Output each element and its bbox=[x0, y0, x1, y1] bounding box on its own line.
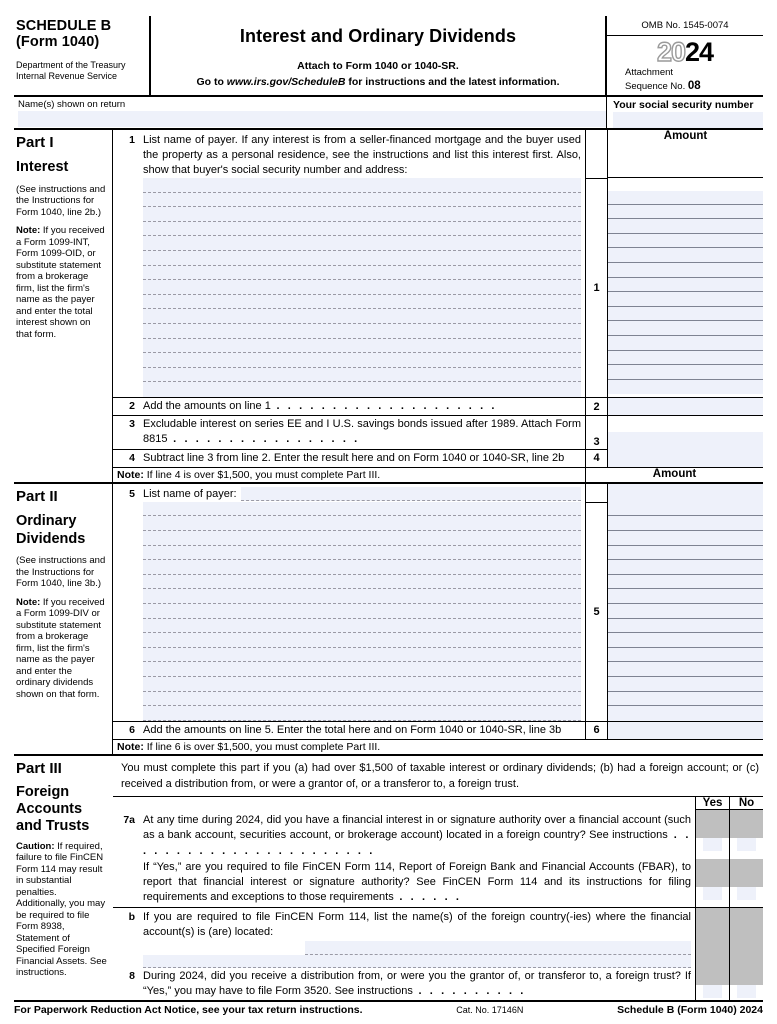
dividend-payer-line[interactable] bbox=[143, 502, 581, 517]
name-field-group bbox=[14, 97, 607, 128]
part-2-amount-top-pad bbox=[607, 484, 763, 502]
line-1-number: 1 bbox=[129, 133, 135, 146]
line-5-text-cell bbox=[135, 487, 581, 502]
part-1-amount-header-cell bbox=[607, 130, 763, 179]
dividend-payer-line[interactable] bbox=[143, 662, 581, 677]
line-8-label-cell bbox=[113, 968, 695, 1000]
line-7b-number: b bbox=[128, 911, 135, 924]
part-1-title: Interest bbox=[16, 159, 69, 176]
part-2-amount-column[interactable] bbox=[607, 502, 763, 721]
leader-dots: . . . . . . . . . . . . . . . . . . . . . . . bbox=[143, 829, 691, 857]
part-1-note bbox=[16, 225, 108, 340]
line-5-head-row bbox=[113, 484, 763, 502]
part-1-body bbox=[113, 130, 763, 482]
part-2-note-band-text bbox=[113, 740, 763, 754]
attachment-label-text: Sequence No. bbox=[625, 80, 686, 92]
leader-dots: . . . . . . . . . . . . . . . . . bbox=[167, 433, 360, 446]
part-2-sidebar bbox=[14, 484, 113, 754]
part-3-caution bbox=[16, 841, 109, 979]
line-7a-cont-yes-checkbox[interactable] bbox=[703, 887, 722, 900]
dividend-amount-line[interactable] bbox=[608, 619, 763, 634]
line-8-row bbox=[113, 968, 763, 1000]
dividend-amount-line[interactable] bbox=[608, 531, 763, 546]
line-7b-text-cell bbox=[135, 910, 691, 940]
part-3-caution-text: If required, failure to file FinCEN Form 114 may result in substantial penalties. Additionally, you may be required to file Form 8938, Statement of Specified Foreign Financial Assets. See instructions. bbox=[16, 840, 107, 979]
amount-entry-line[interactable] bbox=[608, 336, 763, 351]
line-5-box-number: 5 bbox=[593, 605, 600, 618]
shaded-block bbox=[730, 810, 763, 838]
part-3-label: Part III bbox=[16, 759, 62, 777]
line-7a-yes-checkbox[interactable] bbox=[703, 838, 722, 851]
schedule-name-line1: SCHEDULE B bbox=[16, 18, 112, 34]
amount-entry-line[interactable] bbox=[608, 321, 763, 336]
payer-line[interactable] bbox=[143, 295, 581, 310]
attachment-label-line2 bbox=[625, 79, 763, 93]
part-3-sidebar bbox=[14, 756, 113, 1000]
dividend-amount-line[interactable] bbox=[608, 502, 763, 517]
dividend-payer-line[interactable] bbox=[143, 633, 581, 648]
line-2-number: 2 bbox=[129, 400, 135, 413]
line-3-amount-cell bbox=[607, 416, 763, 448]
amount-entry-line[interactable] bbox=[608, 205, 763, 220]
line-2-text-cell bbox=[135, 399, 581, 414]
header-schedule-identity bbox=[14, 16, 151, 95]
yes-column-header-cell bbox=[695, 797, 729, 810]
tax-year-digits: 24 bbox=[685, 37, 714, 67]
attachment-number: 08 bbox=[687, 79, 701, 92]
part-2-payer-lines bbox=[113, 502, 585, 721]
amount-entry-line[interactable] bbox=[608, 191, 763, 205]
dividend-amount-line[interactable] bbox=[608, 692, 763, 707]
tax-year-century: 20 bbox=[656, 37, 685, 67]
shaded-block bbox=[696, 968, 729, 985]
line-4-label-cell bbox=[113, 450, 585, 467]
payer-line[interactable] bbox=[143, 193, 581, 208]
amount-entry-line[interactable] bbox=[608, 219, 763, 234]
line-4-row bbox=[113, 449, 763, 467]
payer-line[interactable] bbox=[143, 353, 581, 368]
part-1-note-band-label: Note: bbox=[117, 468, 144, 481]
line-1-text: List name of payer. If any interest is from a seller-financed mortgage and the buyer used the property as a personal residence, see the instructions and list this interest first. Also, show that buyer's social security number and address: bbox=[143, 133, 581, 176]
payer-line[interactable] bbox=[143, 222, 581, 237]
form-sheet bbox=[14, 16, 763, 1016]
part-2-title-line2: Dividends bbox=[16, 530, 86, 547]
line-5-text: List name of payer: bbox=[143, 487, 237, 500]
goto-suffix: for instructions and the latest information. bbox=[345, 76, 560, 88]
part-1-note-text: If you received a Form 1099-INT, Form 1099-OID, or substitute statement from a brokerage firm, list the firm's name as the payer and enter the total interest shown on that form. bbox=[16, 225, 105, 340]
ssn-label: Your social security number bbox=[613, 98, 754, 111]
amount-entry-line[interactable] bbox=[608, 307, 763, 322]
part-2-note-band-body: If line 6 is over $1,500, you must complete Part III. bbox=[143, 740, 381, 753]
line-4-text: Subtract line 3 from line 2. Enter the result here and on Form 1040 or 1040-SR, line 2b bbox=[143, 451, 565, 464]
part-2-title-line1: Ordinary bbox=[16, 513, 77, 530]
part-1-amount-header: Amount bbox=[663, 129, 708, 142]
part-2-amount-header-cell bbox=[585, 468, 763, 482]
line-2-amount-input[interactable] bbox=[607, 398, 763, 415]
line-7a-text: At any time during 2024, did you have a financial interest in or signature authority over a financial account (such as a bank account, securities account, or brokerage account) located in a foreign country? See instructions bbox=[143, 814, 691, 842]
amount-entry-line[interactable] bbox=[608, 234, 763, 249]
part-2-title bbox=[16, 513, 108, 548]
line-7a-continuation-row bbox=[113, 859, 763, 908]
leader-dots: . . . . . . . . . . . . . . . . . . . . bbox=[270, 400, 498, 413]
payer-line[interactable] bbox=[143, 178, 581, 193]
line-7b-country-input-2[interactable] bbox=[143, 955, 691, 968]
part-1-note-band bbox=[113, 467, 763, 482]
line-3-number: 3 bbox=[129, 418, 135, 431]
line-5-label-cell bbox=[113, 484, 585, 502]
line-5-box-number-cell bbox=[585, 502, 607, 721]
dividend-payer-line[interactable] bbox=[143, 706, 581, 721]
leader-dots: . . . . . . bbox=[393, 891, 462, 904]
line-3-box-number-cell bbox=[585, 416, 607, 448]
line-5-number: 5 bbox=[129, 487, 135, 500]
attachment-label-line1: Attachment bbox=[625, 67, 674, 78]
part-1-note-band-body: If line 4 is over $1,500, you must complete Part III. bbox=[143, 468, 381, 481]
part-2-amount-header: Amount bbox=[652, 467, 697, 480]
department-line2: Internal Revenue Service bbox=[16, 71, 118, 82]
line-7a-yes-cell bbox=[695, 810, 729, 859]
ssn-field-group bbox=[607, 97, 763, 128]
no-column-header: No bbox=[738, 797, 755, 810]
amount-entry-line[interactable] bbox=[608, 248, 763, 263]
form-header bbox=[14, 16, 763, 97]
part-2-note bbox=[16, 597, 108, 700]
line-1-box-spacer bbox=[585, 130, 607, 179]
part-3-title-line3: and Trusts bbox=[16, 818, 90, 835]
line-4-number: 4 bbox=[129, 451, 135, 464]
payer-line[interactable] bbox=[143, 324, 581, 339]
dividend-amount-line[interactable] bbox=[608, 677, 763, 692]
dividend-payer-line[interactable] bbox=[143, 648, 581, 663]
part-2-entry-area bbox=[113, 502, 763, 721]
dividend-payer-line[interactable] bbox=[143, 589, 581, 604]
line-3-box-number: 3 bbox=[593, 435, 600, 448]
line-7a-cont-no-checkbox[interactable] bbox=[737, 887, 756, 900]
yes-no-header-spacer bbox=[113, 797, 695, 810]
taxpayer-identity-row bbox=[14, 97, 763, 130]
line-1-block bbox=[113, 130, 585, 179]
line-7a-no-cell bbox=[729, 810, 763, 859]
yes-no-header-row bbox=[113, 796, 763, 810]
dividend-amount-line[interactable] bbox=[608, 516, 763, 531]
payer-line[interactable] bbox=[143, 280, 581, 295]
line-2-text: Add the amounts on line 1 bbox=[143, 400, 271, 413]
payer-line[interactable] bbox=[143, 207, 581, 222]
part-2-note-band bbox=[113, 739, 763, 754]
part-3-body bbox=[113, 756, 763, 1000]
dividend-payer-line[interactable] bbox=[143, 560, 581, 575]
line-3-amount-pad bbox=[608, 416, 763, 432]
line-2-label-cell bbox=[113, 398, 585, 415]
part-1-payer-lines bbox=[113, 178, 585, 397]
dividend-payer-line[interactable] bbox=[143, 692, 581, 707]
line-2-box-number-cell bbox=[585, 398, 607, 415]
dividend-payer-line[interactable] bbox=[143, 604, 581, 619]
dividend-payer-line[interactable] bbox=[143, 546, 581, 561]
part-3-title-line1: Foreign bbox=[16, 783, 70, 800]
department-block bbox=[16, 60, 145, 82]
payer-line[interactable] bbox=[143, 339, 581, 354]
line-3-label-cell bbox=[113, 416, 585, 448]
part-1-entry-area bbox=[113, 178, 763, 397]
line-6-label-cell bbox=[113, 722, 585, 739]
dividend-payer-line[interactable] bbox=[143, 575, 581, 590]
part-2-section bbox=[14, 484, 763, 756]
part-3-caution-label: Caution: bbox=[16, 840, 55, 852]
line-3-text: Excludable interest on series EE and I U.S. savings bonds issued after 1989. Attach Form 8815 bbox=[143, 418, 581, 446]
line-4-box-number-cell bbox=[585, 450, 607, 467]
amount-entry-line[interactable] bbox=[608, 278, 763, 293]
line-2-box-number: 2 bbox=[593, 400, 600, 413]
dividend-amount-line[interactable] bbox=[608, 604, 763, 619]
shaded-block bbox=[730, 859, 763, 887]
payer-line[interactable] bbox=[143, 309, 581, 324]
dividend-amount-line[interactable] bbox=[608, 633, 763, 648]
line-7a-cont-yes-cell bbox=[695, 859, 729, 908]
amount-entry-line[interactable] bbox=[608, 263, 763, 278]
part-1-sidebar bbox=[14, 130, 113, 482]
payer-line[interactable] bbox=[143, 368, 581, 383]
line-8-text: During 2024, did you receive a distribution from, or were you the grantor of, or transferor to, a foreign trust? If “Yes,” you may have to file Form 3520. See instructions bbox=[143, 969, 691, 997]
part-1-note-label: Note: bbox=[16, 225, 41, 237]
dividend-amount-line[interactable] bbox=[608, 589, 763, 604]
line-7a-cont-text-cell bbox=[135, 860, 691, 906]
amount-entry-line[interactable] bbox=[608, 351, 763, 366]
omb-number: OMB No. 1545-0074 bbox=[607, 17, 763, 36]
yes-column-header: Yes bbox=[702, 797, 723, 810]
header-title-block bbox=[151, 16, 607, 95]
form-identifier: Schedule B (Form 1040) 2024 bbox=[617, 1003, 763, 1016]
amount-entry-line[interactable] bbox=[608, 292, 763, 307]
part-1-note-band-text-cell bbox=[113, 468, 585, 482]
schedule-name-line2: (Form 1040) bbox=[16, 34, 100, 51]
part-2-note-text: If you received a Form 1099-DIV or substitute statement from a brokerage firm, list the firm's name as the payer and enter the ordinary dividends shown on that form. bbox=[16, 596, 105, 700]
line-7a-cont-no-cell bbox=[729, 859, 763, 908]
tax-year bbox=[607, 39, 763, 66]
line-7b-yes-blocked bbox=[695, 908, 729, 967]
part-1-amount-column[interactable] bbox=[607, 178, 763, 397]
line-6-amount-input[interactable] bbox=[607, 722, 763, 739]
line-8-no-checkbox[interactable] bbox=[737, 985, 756, 998]
attach-to-text: Attach to Form 1040 or 1040-SR. bbox=[297, 60, 459, 72]
no-column-header-cell bbox=[729, 797, 763, 810]
line-7a-cont-text: If “Yes,” are you required to file FinCEN Form 114, Report of Foreign Bank and Financial Accounts (FBAR), to report that financial interest or signature authority? See FinCEN Form 114 and its instructions for filing requirements and exceptions to those requirements bbox=[143, 860, 691, 904]
line-5-payer-input[interactable] bbox=[241, 487, 581, 501]
dividend-amount-line[interactable] bbox=[608, 706, 763, 721]
dividend-payer-line[interactable] bbox=[143, 531, 581, 546]
payer-line[interactable] bbox=[143, 266, 581, 281]
dividend-payer-line[interactable] bbox=[143, 516, 581, 531]
line-8-yes-checkbox[interactable] bbox=[703, 985, 722, 998]
part-2-note-band-label: Note: bbox=[117, 740, 144, 753]
paperwork-notice: For Paperwork Reduction Act Notice, see your tax return instructions. bbox=[14, 1003, 363, 1016]
line-7a-number: 7a bbox=[123, 814, 135, 827]
line-8-number: 8 bbox=[129, 969, 135, 982]
line-7b-text: If you are required to file FinCEN Form 114, list the name(s) of the foreign country(-ies) where the financial account(s) is (are) located: bbox=[143, 911, 691, 939]
department-line1: Department of the Treasury bbox=[16, 60, 126, 71]
line-6-row bbox=[113, 721, 763, 739]
line-8-no-cell bbox=[729, 968, 763, 1000]
line-6-box-number-cell bbox=[585, 722, 607, 739]
part-3-intro-text: You must complete this part if you (a) had over $1,500 of taxable interest or ordinary dividends; (b) had a foreign account; or (c) received a distribution from, or were a grantor of, or a transferor to, a foreign trust. bbox=[121, 761, 759, 790]
line-7a-label-cell bbox=[113, 810, 695, 859]
header-omb-block bbox=[607, 16, 763, 95]
line-7a-cont-label-cell bbox=[113, 859, 695, 908]
leader-dots: . . . . . . . . . . bbox=[412, 984, 526, 997]
line-7b-label-cell bbox=[113, 908, 695, 967]
page-title: Interest and Ordinary Dividends bbox=[239, 26, 517, 46]
form-footer bbox=[14, 1000, 763, 1016]
payer-line[interactable] bbox=[143, 236, 581, 251]
part-3-title-line2: Accounts bbox=[16, 801, 83, 818]
shaded-block bbox=[696, 859, 729, 887]
part-1-line1-head bbox=[113, 130, 763, 179]
amount-pad bbox=[608, 178, 763, 191]
line-4-box-number: 4 bbox=[593, 452, 600, 465]
part-1-instructions: (See instructions and the Instructions for Form 1040, line 2b.) bbox=[16, 183, 106, 218]
part-1-section bbox=[14, 130, 763, 484]
dividend-amount-line[interactable] bbox=[608, 575, 763, 590]
line-5-box-spacer bbox=[585, 484, 607, 502]
payer-line[interactable] bbox=[143, 251, 581, 266]
dividend-payer-lines-group[interactable] bbox=[143, 502, 581, 721]
part-2-instructions: (See instructions and the Instructions for Form 1040, line 3b.) bbox=[16, 555, 106, 590]
part-3-intro bbox=[113, 756, 763, 796]
line-7b-input-row bbox=[143, 941, 691, 955]
part-3-section bbox=[14, 756, 763, 1000]
line-7a-text-cell bbox=[135, 813, 691, 859]
part-1-note-band-text bbox=[113, 468, 585, 482]
line-1-box-number-cell bbox=[585, 178, 607, 397]
dividend-amount-line[interactable] bbox=[608, 546, 763, 561]
line-7b-input-label-pad bbox=[143, 941, 305, 955]
line-3-text-cell bbox=[135, 417, 581, 447]
dividend-amount-line[interactable] bbox=[608, 648, 763, 663]
line-7a-row bbox=[113, 810, 763, 859]
line-8-yes-cell bbox=[695, 968, 729, 1000]
catalog-number: Cat. No. 17146N bbox=[456, 1004, 524, 1015]
schedule-name bbox=[16, 18, 145, 50]
dividend-amount-line[interactable] bbox=[608, 662, 763, 677]
goto-prefix: Go to bbox=[196, 76, 227, 88]
ssn-input[interactable] bbox=[613, 112, 763, 128]
goto-line bbox=[157, 76, 599, 88]
irs-url[interactable]: www.irs.gov/ScheduleB bbox=[226, 76, 346, 88]
line-4-amount-input[interactable] bbox=[607, 450, 763, 467]
dividend-payer-line[interactable] bbox=[143, 619, 581, 634]
line-2-row bbox=[113, 397, 763, 415]
part-2-note-label: Note: bbox=[16, 596, 41, 608]
shaded-block bbox=[730, 968, 763, 985]
shaded-block bbox=[696, 810, 729, 838]
line-7b-country-input[interactable] bbox=[305, 941, 691, 955]
attachment-sequence bbox=[607, 67, 763, 95]
part-2-label: Part II bbox=[16, 487, 58, 505]
name-label: Name(s) shown on return bbox=[18, 98, 126, 110]
line-7b-row bbox=[113, 907, 763, 967]
line-8-text-cell bbox=[135, 969, 691, 999]
part-2-body bbox=[113, 484, 763, 754]
dividend-amount-line[interactable] bbox=[608, 560, 763, 575]
amount-entry-line[interactable] bbox=[608, 380, 763, 395]
line-7a-no-checkbox[interactable] bbox=[737, 838, 756, 851]
line-6-number: 6 bbox=[129, 723, 135, 736]
payer-line[interactable] bbox=[143, 382, 581, 397]
line-6-box-number: 6 bbox=[593, 724, 600, 737]
amount-entry-line[interactable] bbox=[608, 365, 763, 380]
part-1-label: Part I bbox=[16, 133, 54, 151]
line-7b-no-blocked bbox=[729, 908, 763, 967]
line-7a-cont-spacer bbox=[113, 860, 135, 906]
line-3-row bbox=[113, 415, 763, 448]
part-3-title bbox=[16, 784, 109, 836]
name-input[interactable] bbox=[18, 111, 606, 127]
line-1-box-number: 1 bbox=[593, 282, 600, 295]
payer-lines-group[interactable] bbox=[143, 178, 581, 397]
line-6-text: Add the amounts on line 5. Enter the total here and on Form 1040 or 1040-SR, line 3b bbox=[143, 723, 562, 736]
dividend-payer-line[interactable] bbox=[143, 677, 581, 692]
